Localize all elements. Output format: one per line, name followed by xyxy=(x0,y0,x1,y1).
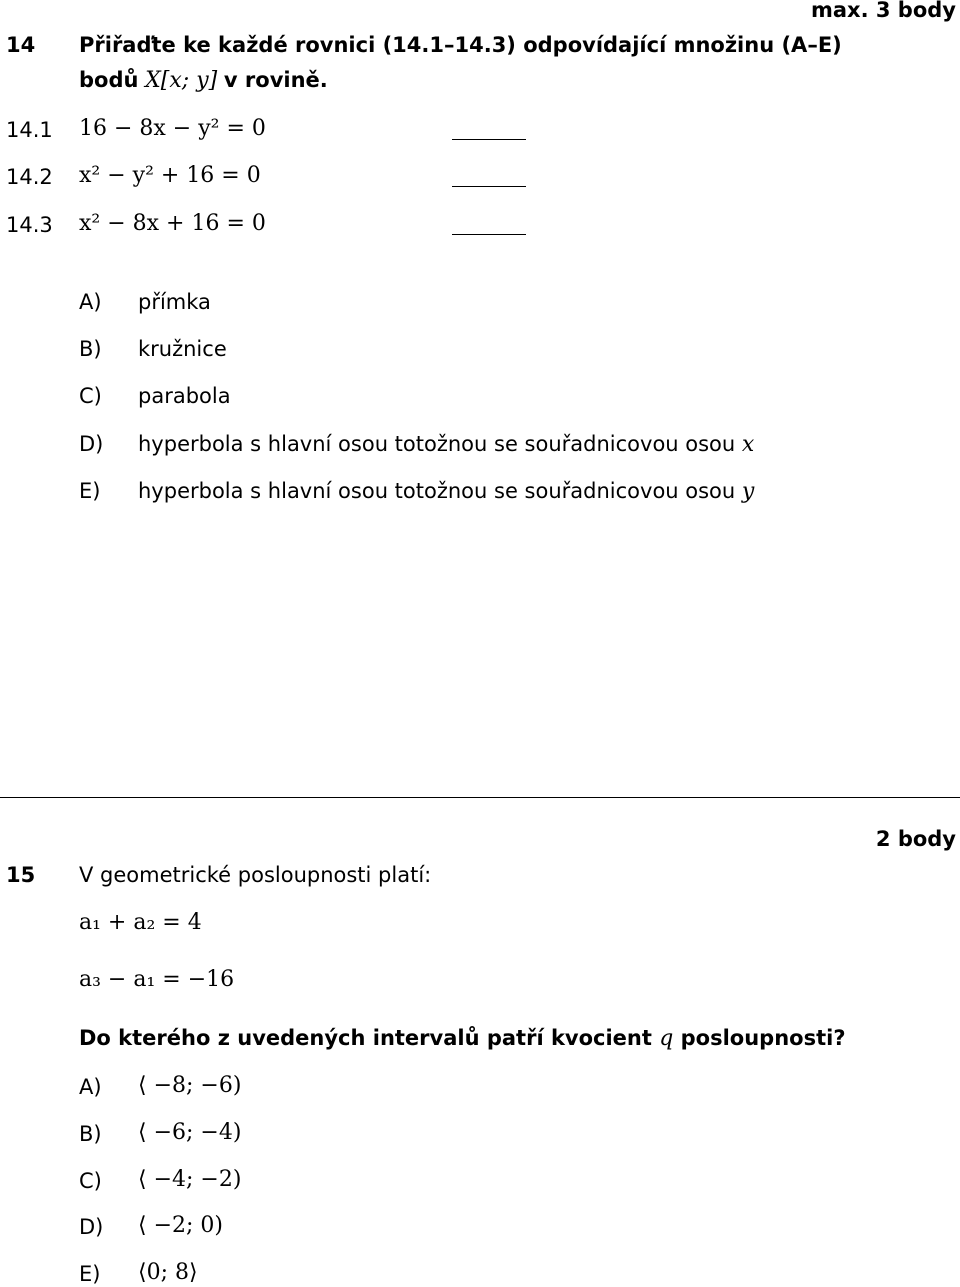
option-14-e-letter: E) xyxy=(79,479,101,503)
question-15-number: 15 xyxy=(6,863,36,887)
equation-14-3: x² − 8x + 16 = 0 xyxy=(79,211,266,236)
question-14-prompt-line2 xyxy=(79,68,328,93)
equation-14-2: x² − y² + 16 = 0 xyxy=(79,163,261,188)
option-14-e-text: hyperbola s hlavní osou totožnou se souřadnicovou osou y xyxy=(138,479,755,504)
equation-15-2: a₃ − a₁ = −16 xyxy=(79,967,235,992)
option-14-c-text: parabola xyxy=(138,384,231,408)
option-14-c-letter: C) xyxy=(79,384,102,408)
question-14-prompt-line1: Přiřaďte ke každé rovnici (14.1–14.3) odpovídající množinu (A–E) xyxy=(79,33,842,57)
option-15-a-letter: A) xyxy=(79,1075,102,1099)
subitem-id-14-2: 14.2 xyxy=(6,165,53,189)
option-14-d-letter: D) xyxy=(79,432,104,456)
option-15-c-letter: C) xyxy=(79,1169,102,1193)
option-14-d-text: hyperbola s hlavní osou totožnou se souřadnicovou osou x xyxy=(138,432,755,457)
option-15-e-letter: E) xyxy=(79,1262,101,1286)
answer-blank-14-3[interactable] xyxy=(452,234,526,235)
equation-15-1: a₁ + a₂ = 4 xyxy=(79,910,202,935)
option-14-a-letter: A) xyxy=(79,290,102,314)
question-14-number: 14 xyxy=(6,33,36,57)
prompt-word-bodu: bodů xyxy=(79,68,139,92)
question-15-question: Do kterého z uvedených intervalů patří kvocient q posloupnosti? xyxy=(79,1026,846,1051)
option-15-b-letter: B) xyxy=(79,1122,102,1146)
answer-blank-14-1[interactable] xyxy=(452,139,526,140)
question-15-points: 2 body xyxy=(875,827,956,851)
option-15-d-interval: ⟨ −2; 0) xyxy=(138,1213,223,1238)
option-15-e-interval: ⟨0; 8⟩ xyxy=(138,1260,198,1285)
axis-variable-x: x xyxy=(741,432,755,457)
option-14-b-text: kružnice xyxy=(138,337,227,361)
option-14-a-text: přímka xyxy=(138,290,211,314)
quotient-variable: q xyxy=(659,1026,674,1051)
option-15-a-interval: ⟨ −8; −6) xyxy=(138,1073,242,1098)
option-15-d-letter: D) xyxy=(79,1215,104,1239)
prompt-word-v-rovine: v rovině. xyxy=(223,68,328,92)
option-14-b-letter: B) xyxy=(79,337,102,361)
point-notation: X[x; y] xyxy=(145,68,218,93)
subitem-id-14-3: 14.3 xyxy=(6,213,53,237)
question-14-points: max. 3 body xyxy=(811,0,956,22)
option-15-b-interval: ⟨ −6; −4) xyxy=(138,1120,242,1145)
equation-14-1: 16 − 8x − y² = 0 xyxy=(79,116,266,141)
question-15-prompt: V geometrické posloupnosti platí: xyxy=(79,863,432,887)
answer-blank-14-2[interactable] xyxy=(452,186,526,187)
subitem-id-14-1: 14.1 xyxy=(6,118,53,142)
question-separator xyxy=(0,797,960,798)
option-15-c-interval: ⟨ −4; −2) xyxy=(138,1167,242,1192)
axis-variable-y: y xyxy=(741,479,755,504)
